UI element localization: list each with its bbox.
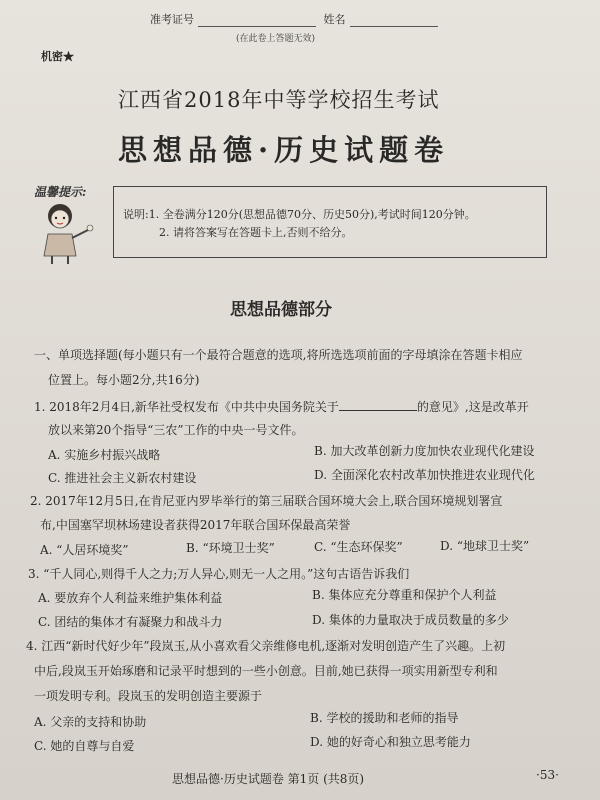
ticket-blank — [198, 26, 316, 27]
tip-line-2: 2. 请将答案写在答题卡上,否则不给分。 — [159, 226, 353, 239]
question-1-option-b: B. 加大改革创新力度加快农业现代化建设 — [314, 444, 535, 458]
paper-title: 思想品德·历史试题卷 — [118, 133, 450, 167]
question-1-option-a: A. 实施乡村振兴战略 — [48, 448, 161, 462]
question-4-option-c: C. 她的自尊与自爱 — [34, 739, 135, 753]
question-1-stem-line-1 — [34, 398, 529, 415]
question-1-stem-b: 的意见》,这是改革开 — [416, 400, 529, 414]
header-note: (在此卷上答题无效) — [236, 34, 316, 44]
question-4-stem-line-2: 中后,段岚玉开始琢磨和记录平时想到的一些小创意。目前,她已获得一项实用新型专利和 — [34, 664, 498, 678]
question-3-option-c: C. 团结的集体才有凝聚力和战斗力 — [38, 615, 223, 629]
question-2-option-d: D. “地球卫士奖” — [440, 539, 530, 553]
question-3-option-b: B. 集体应充分尊重和保护个人利益 — [312, 588, 497, 602]
question-4-stem-line-1: 4. 江西“新时代好少年”段岚玉,从小喜欢看父亲维修电机,逐渐对发明创造产生了兴趣。上初 — [26, 639, 506, 653]
ticket-label: 准考证号 — [150, 13, 194, 26]
footer-page-number: ·53· — [536, 768, 559, 782]
question-1-option-d: D. 全面深化农村改革加快推进农业现代化 — [314, 468, 535, 482]
question-2-option-b: B. “环境卫士奖” — [186, 541, 275, 555]
question-1-stem-line-2: 放以来第20个指导“三农”工作的中央一号文件。 — [48, 423, 304, 437]
part-one-line-2: 位置上。每小题2分,共16分) — [48, 373, 200, 387]
question-2-option-c: C. “生态环保奖” — [314, 540, 403, 554]
question-4-stem-line-3: 一项发明专利。段岚玉的发明创造主要源于 — [34, 689, 263, 703]
exam-title: 江西省2018年中等学校招生考试 — [118, 88, 440, 112]
part-one-line-1: 一、单项选择题(每小题只有一个最符合题意的选项,将所选选项前面的字母填涂在答题卡相应 — [34, 348, 523, 362]
secret-mark: 机密★ — [41, 50, 74, 63]
question-3-option-a: A. 要放弃个人利益来维护集体利益 — [38, 591, 223, 605]
footer-label: 思想品德·历史试题卷 第1页 (共8页) — [172, 772, 365, 786]
section-title: 思想品德部分 — [230, 300, 332, 320]
question-3-option-d: D. 集体的力量取决于成员数量的多少 — [312, 613, 509, 627]
cartoon-girl-icon — [30, 200, 100, 265]
question-2-stem-line-2: 布,中国塞罕坝林场建设者获得2017年联合国环保最高荣誉 — [40, 518, 351, 532]
answer-blank — [339, 410, 417, 411]
name-blank — [350, 26, 438, 27]
tip-label: 温馨提示: — [34, 185, 87, 199]
question-2-option-a: A. “人居环境奖” — [40, 543, 129, 557]
question-4-option-b: B. 学校的援助和老师的指导 — [310, 711, 459, 725]
question-4-option-d: D. 她的好奇心和独立思考能力 — [310, 735, 471, 749]
question-2-stem-line-1: 2. 2017年12月5日,在肯尼亚内罗毕举行的第三届联合国环境大会上,联合国环境规划署宣 — [30, 494, 503, 508]
question-1-option-c: C. 推进社会主义新农村建设 — [48, 471, 197, 485]
question-4-option-a: A. 父亲的支持和协助 — [34, 715, 147, 729]
tip-line-1: 说明:1. 全卷满分120分(思想品德70分、历史50分),考试时间120分钟。 — [123, 208, 476, 221]
tip-box — [113, 186, 547, 258]
header-fields — [150, 11, 438, 27]
question-1-stem-a: 1. 2018年2月4日,新华社受权发布《中共中央国务院关于 — [34, 400, 339, 414]
name-label: 姓名 — [323, 13, 346, 26]
question-3-stem-line-1: 3. “千人同心,则得千人之力;万人异心,则无一人之用。”这句古语告诉我们 — [28, 567, 410, 581]
